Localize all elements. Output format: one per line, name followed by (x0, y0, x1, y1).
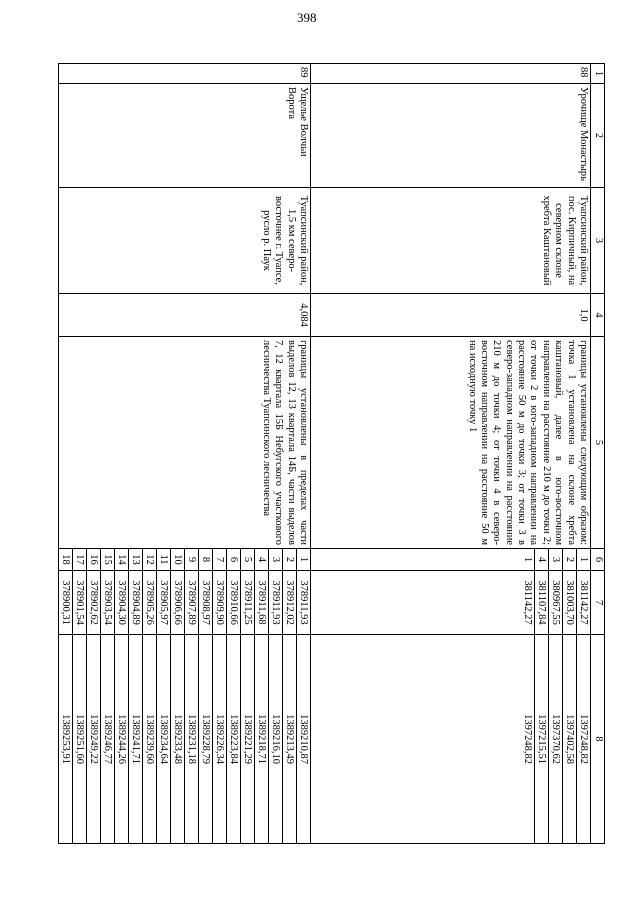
point-number: 3 (269, 549, 283, 570)
coord-y: 1389231,18 (185, 635, 199, 843)
coord-x: 378911,25 (241, 571, 255, 634)
coord-x: 378902,62 (87, 571, 101, 634)
point-number: 10 (171, 549, 185, 570)
coord-x: 381003,70 (563, 571, 577, 634)
col-header-6: 6 (591, 549, 605, 571)
point-number: 5 (241, 549, 255, 570)
coord-x: 378901,54 (73, 571, 87, 634)
point-number: 13 (129, 549, 143, 570)
point-number-cell (311, 549, 591, 571)
coord-x-cell (311, 571, 591, 635)
col-header-3: 3 (591, 188, 605, 294)
point-number: 7 (213, 549, 227, 570)
page-number: 398 (297, 10, 317, 25)
coord-y: 1389233,48 (171, 635, 185, 843)
coord-x: 378911,68 (255, 571, 269, 634)
coord-y-cell (311, 635, 591, 844)
coord-y: 1389241,71 (129, 635, 143, 843)
coord-y: 1389223,84 (227, 635, 241, 843)
point-number: 8 (199, 549, 213, 570)
point-number-list (521, 549, 590, 570)
point-number: 16 (87, 549, 101, 570)
point-number: 4 (535, 549, 549, 570)
col-header-4: 4 (591, 294, 605, 337)
point-number: 2 (283, 549, 297, 570)
coord-y-cell (59, 635, 311, 844)
point-number: 14 (115, 549, 129, 570)
coord-x: 378905,26 (143, 571, 157, 634)
coord-y: 1389249,22 (87, 635, 101, 843)
object-location: Туапсинский район, пос. Кирпичный, на северном склоне хребта Каштановый (311, 188, 591, 294)
object-location: Туапсинский район, 1,5 км северо-восточнее г. Туапсе, русло р. Паук (59, 188, 311, 294)
coord-x: 381142,27 (522, 580, 533, 625)
boundary-description: границы установлены в пределах части выделов 12, 13 квартала 14Б, части выделов 7, 12 квартала 15Б Небугского участкового лесничества Туапсинского лесничества (59, 337, 311, 549)
point-number: 1 (297, 549, 311, 570)
coord-x: 378910,66 (227, 571, 241, 634)
point-number: 1 (577, 549, 591, 570)
point-number: 11 (157, 549, 171, 570)
coord-x: 378906,66 (171, 571, 185, 634)
coord-y: 1389228,79 (199, 635, 213, 843)
coord-y: 1389216,10 (269, 635, 283, 843)
coord-y: 1397402,58 (563, 635, 577, 843)
point-number-cell (59, 549, 311, 571)
coord-x: 378909,90 (213, 571, 227, 634)
coord-y: 1389253,91 (60, 714, 71, 764)
coord-x: 381142,27 (577, 571, 591, 634)
coord-x: 378904,30 (115, 571, 129, 634)
coord-y-list (521, 635, 590, 843)
boundary-table (58, 63, 605, 844)
coord-y: 1397248,82 (522, 714, 533, 764)
coord-x-list (59, 571, 310, 634)
coord-x: 378905,97 (157, 571, 171, 634)
point-number: 9 (185, 549, 199, 570)
object-area: 4,084 (59, 294, 311, 337)
col-header-8: 8 (591, 635, 605, 844)
col-header-2: 2 (591, 84, 605, 188)
point-number: 15 (101, 549, 115, 570)
rotated-table-container (60, 63, 605, 843)
point-number: 12 (143, 549, 157, 570)
coord-x: 378904,89 (129, 571, 143, 634)
coord-x-list (521, 571, 590, 634)
point-number: 6 (227, 549, 241, 570)
coord-x: 378911,93 (297, 571, 311, 634)
coord-x: 378908,97 (199, 571, 213, 634)
coord-x: 378907,89 (185, 571, 199, 634)
coord-y: 1397370,62 (549, 635, 563, 843)
coord-x: 378911,93 (269, 571, 283, 634)
coord-y: 1389210,87 (297, 635, 311, 843)
coord-y: 1389234,64 (157, 635, 171, 843)
point-number: 3 (549, 549, 563, 570)
coord-y: 1397215,51 (535, 635, 549, 843)
coord-x: 380967,55 (549, 571, 563, 634)
coord-y: 1389218,71 (255, 635, 269, 843)
coord-y: 1389251,60 (73, 635, 87, 843)
col-header-7: 7 (591, 571, 605, 635)
coord-x: 381107,84 (535, 571, 549, 634)
row-number: 88 (311, 64, 591, 84)
header-row (591, 64, 605, 844)
point-number: 18 (60, 554, 71, 565)
point-number: 4 (255, 549, 269, 570)
object-name: Урочище Монастырь (311, 84, 591, 188)
object-name: Ущелье Волчьи Ворота (59, 84, 311, 188)
col-header-1: 1 (591, 64, 605, 84)
coord-y-list (59, 635, 310, 843)
coord-y: 1397248,82 (577, 635, 591, 843)
coord-x: 378900,31 (60, 580, 71, 625)
coord-x: 378912,02 (283, 571, 297, 634)
boundary-description: границы установлены следующим образом: точка 1 установлена на склоне хребта каштановый, далее в юго-восточном направлении на расстояние 210 м до точки 2; от точки 2 в юго-западном направлении на расстояние 50 м до точки 3; от точки 3 в северо-западном направлении на расстояние 210 м до точки 4; от точки 4 в северо-восточном направлении на расстояние 50 м на исходную точку 1 (311, 337, 591, 549)
object-area: 1,0 (311, 294, 591, 337)
coord-x-cell (59, 571, 311, 635)
coord-y: 1389213,49 (283, 635, 297, 843)
coord-y: 1389221,29 (241, 635, 255, 843)
point-number-list (59, 549, 310, 570)
coord-y: 1389226,34 (213, 635, 227, 843)
coord-y: 1389239,60 (143, 635, 157, 843)
coord-y: 1389244,26 (115, 635, 129, 843)
point-number: 1 (522, 556, 533, 563)
row-number: 89 (59, 64, 311, 84)
table-row (59, 64, 311, 844)
table-row (311, 64, 591, 844)
col-header-5: 5 (591, 337, 605, 549)
coord-x: 378903,54 (101, 571, 115, 634)
point-number: 17 (73, 549, 87, 570)
coord-y: 1389246,77 (101, 635, 115, 843)
point-number: 2 (563, 549, 577, 570)
